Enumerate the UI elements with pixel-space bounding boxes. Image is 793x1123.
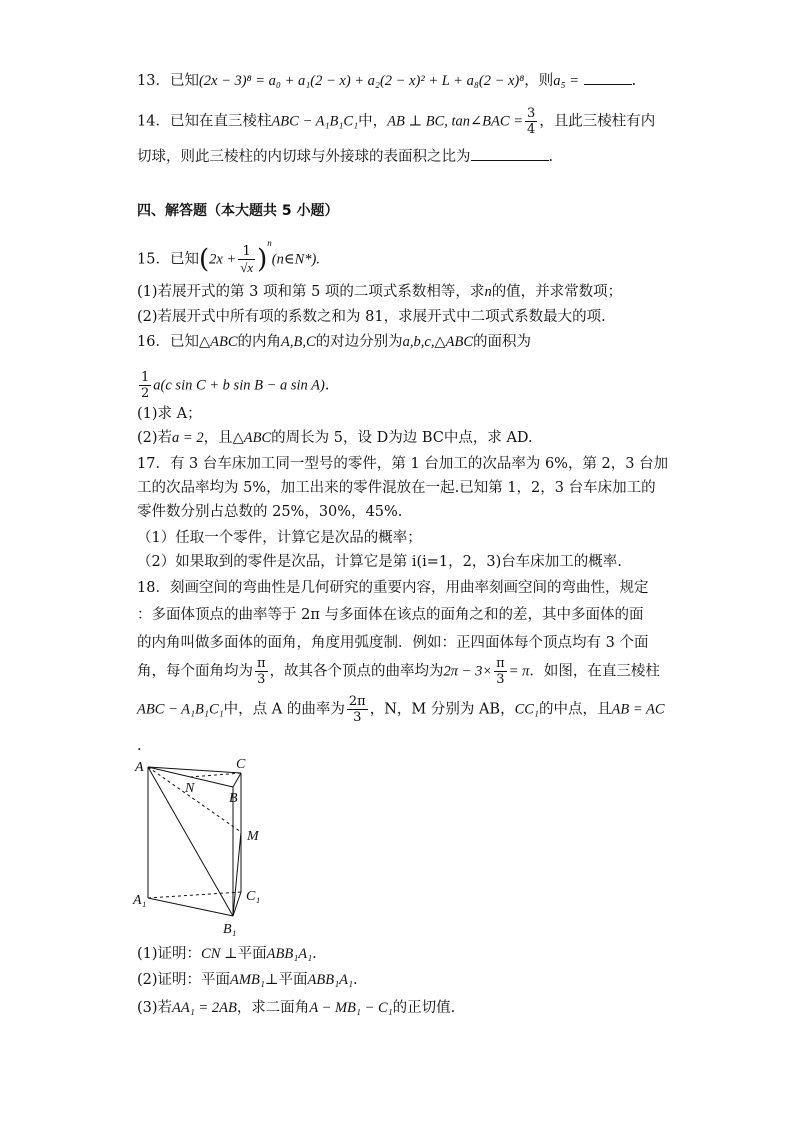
q18-line6: .: [137, 738, 142, 754]
q16-line1: 16．已知△ABC的内角A,B,C的对边分别为a,b,c,△ABC的面积为: [137, 334, 531, 350]
label-B1: B₁: [223, 922, 237, 937]
q14-line2: [137, 146, 553, 167]
edge-A1C1: [148, 892, 241, 898]
label-N: N: [185, 781, 195, 796]
q17-line2: 工的次品率均为 5%，加工出来的零件混放在一起.已知第 1，2，3 台车床加工的: [137, 480, 656, 496]
q14-line1: [137, 106, 655, 137]
q18-part1: (1)证明：CN ⊥平面ABB₁A₁.: [137, 946, 317, 962]
q13-end: .: [631, 73, 637, 89]
label-M: M: [247, 829, 259, 844]
q16-area-formula: $\frac{1}{2}$ a(c sin C + b sin B − a sin A).: [141, 370, 330, 401]
edge-NC: [190, 773, 241, 777]
q18-part2: (2)证明：平面AMB₁⊥平面ABB₁A₁.: [137, 972, 358, 988]
q15-part1: (1)若展开式的第 3 项和第 5 项的二项式系数相等，求n的值，并求常数项；: [137, 284, 623, 300]
q17-line3: 零件数分别占总数的 25%，30%，45%.: [137, 504, 403, 520]
q15-exponent: n: [267, 237, 272, 248]
q14-answer-blank[interactable]: [471, 146, 549, 161]
q15-expr: 2x +: [209, 251, 237, 268]
q15-part2: (2)若展开式中所有项的系数之和为 81，求展开式中二项式系数最大的项.: [137, 309, 606, 325]
edge-A1B1: [148, 898, 233, 916]
q14-text-c: ，且此三棱柱有内: [539, 113, 656, 130]
q18-line1: 18．刻画空间的弯曲性是几何研究的重要内容，用曲率刻画空间的弯曲性，规定: [137, 580, 649, 596]
section-heading: 四、解答题（本大题共 5 小题）: [137, 203, 339, 219]
q14-text-b: 中，: [358, 113, 388, 130]
q14-condition: AB ⊥ BC, tan∠BAC =: [387, 113, 523, 130]
q16-fraction: $\frac{1}{2}$: [141, 370, 150, 401]
q17-part2: （2）如果取到的零件是次品，计算它是第 i(i=1，2，3)台车床加工的概率.: [137, 554, 622, 570]
label-C: C: [236, 757, 246, 772]
q16-part1: (1)求 A；: [137, 406, 202, 422]
q13-formula: (2x − 3)⁸ = a₀ + a₁(2 − x) + a₂(2 − x)² + L + a₈(2 − x)⁸: [198, 73, 525, 89]
q15-fraction: $\frac{1}{√x}$: [240, 244, 254, 275]
q14-end: .: [548, 149, 554, 165]
q13-line: [137, 70, 636, 91]
q18-line5: ABC − A₁B₁C₁中，点 A 的曲率为 $\frac{2\pi}{3}$ ，N，M 分别为 AB，CC₁的中点，且AB = AC: [137, 694, 665, 725]
q15-condition: (n∈N*).: [271, 251, 320, 268]
q14-prism: ABC − A₁B₁C₁: [271, 113, 359, 130]
edge-AM: [148, 767, 241, 832]
q18-line3: 的内角叫做多面体的面角，角度用弧度制．例如：正四面体每个顶点均有 3 个面: [137, 635, 649, 651]
q17-line1: 17．有 3 台车床加工同一型号的零件，第 1 台加工的次品率为 6%，第 2，3 台加: [137, 456, 669, 472]
q18-part3: (3)若AA₁ = 2AB，求二面角A − MB₁ − C₁的正切值.: [137, 1000, 456, 1016]
q18-line2: ：多面体顶点的曲率等于 2π 与多面体在该点的面角之和的差，其中多面体的面: [137, 607, 644, 623]
label-B: B: [229, 791, 238, 806]
q13-number: 13．已知: [137, 73, 199, 89]
q13-answer-blank[interactable]: [584, 70, 632, 85]
q17-part1: （1）任取一个零件，计算它是次品的概率；: [137, 530, 422, 546]
q13-mid: ，则: [524, 73, 554, 89]
prism-figure: [130, 755, 270, 940]
label-A: A: [135, 760, 144, 775]
q13-target: a₅ =: [553, 73, 579, 89]
edge-CB: [233, 773, 241, 787]
q16-part2: (2)若a = 2，且△ABC的周长为 5，设 D为边 BC中点，求 AD.: [137, 430, 533, 446]
q18-line4: 角，每个面角均为 $\frac{\pi}{3}$ ，故其各个顶点的曲率均为2π − 3× $\frac{\pi}{3}$ = π．如图，在直三棱柱: [137, 656, 660, 687]
q15-head: 15．已知: [137, 251, 199, 268]
q14-text-line2: 切球，则此三棱柱的内切球与外接球的表面积之比为: [137, 149, 471, 165]
q14-fraction: $\frac{3}{4}$: [526, 106, 536, 137]
label-A1: A₁: [133, 893, 147, 908]
q15-line: 15．已知(2x + $\frac{1}{√x}$ )$^n$(n∈N*).: [137, 237, 320, 275]
q14-text-a: 14．已知在直三棱柱: [137, 113, 272, 130]
label-C1: C₁: [246, 889, 261, 904]
